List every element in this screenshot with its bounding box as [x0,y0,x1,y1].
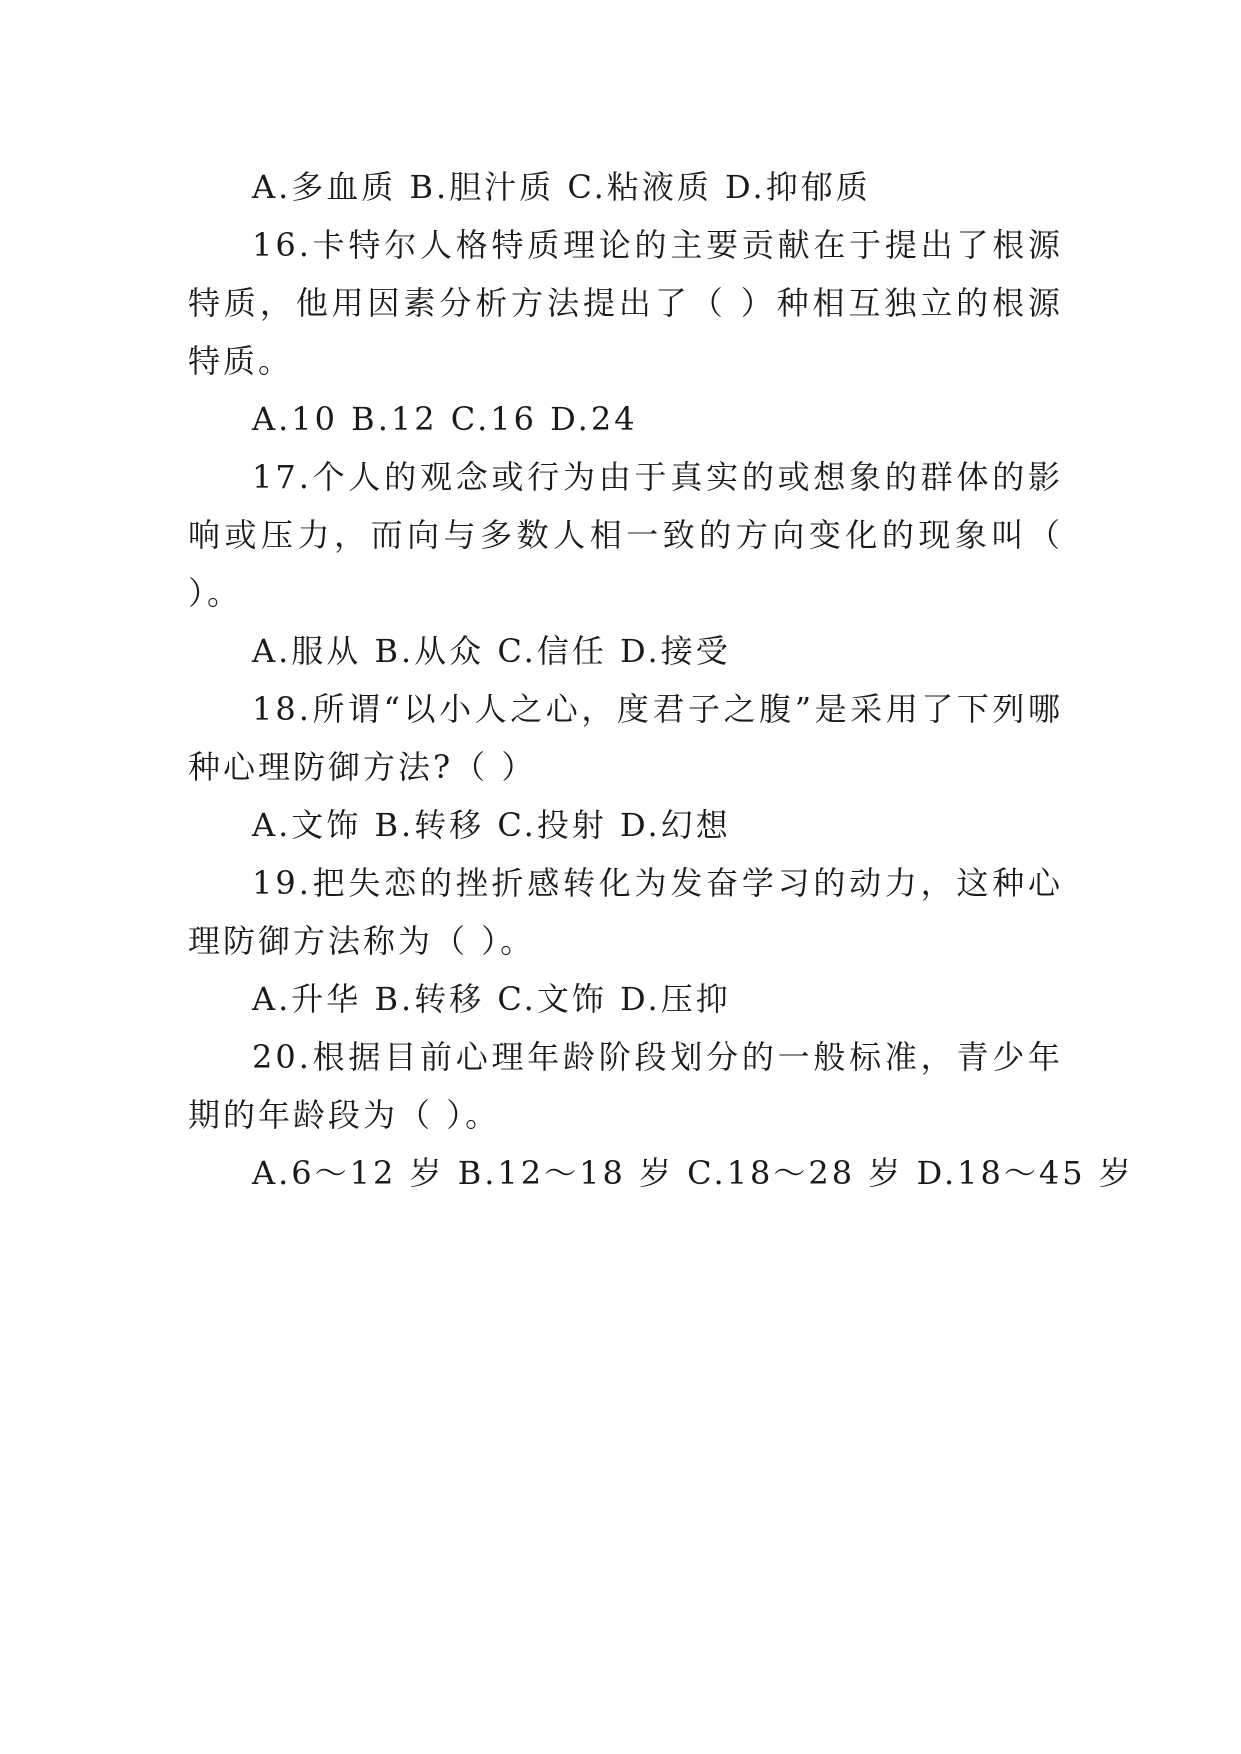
options-q16: A.10 B.12 C.16 D.24 [252,400,638,438]
question-18: 18.所谓“以小人之心，度君子之腹”是采用了下列哪种心理防御方法?（ ） [188,690,1063,786]
options-q20: A.6～12 岁 B.12～18 岁 C.18～28 岁 D.18～45 岁 [252,1154,1134,1192]
question-20: 20.根据目前心理年龄阶段划分的一般标准，青少年期的年龄段为（ ）。 [188,1038,1063,1134]
question-19: 19.把失恋的挫折感转化为发奋学习的动力，这种心理防御方法称为（ ）。 [188,864,1063,960]
options-q15: A.多血质 B.胆汁质 C.粘液质 D.抑郁质 [252,168,871,206]
options-q17: A.服从 B.从众 C.信任 D.接受 [252,632,731,670]
options-q19: A.升华 B.转移 C.文饰 D.压抑 [252,980,731,1018]
question-16: 16.卡特尔人格特质理论的主要贡献在于提出了根源特质，他用因素分析方法提出了（ ）种相互独立的根源特质。 [188,226,1063,380]
options-q18: A.文饰 B.转移 C.投射 D.幻想 [252,806,731,844]
document-content [188,158,1134,1202]
question-17: 17.个人的观念或行为由于真实的或想象的群体的影响或压力，而向与多数人相一致的方向变化的现象叫（ ）。 [188,458,1063,612]
